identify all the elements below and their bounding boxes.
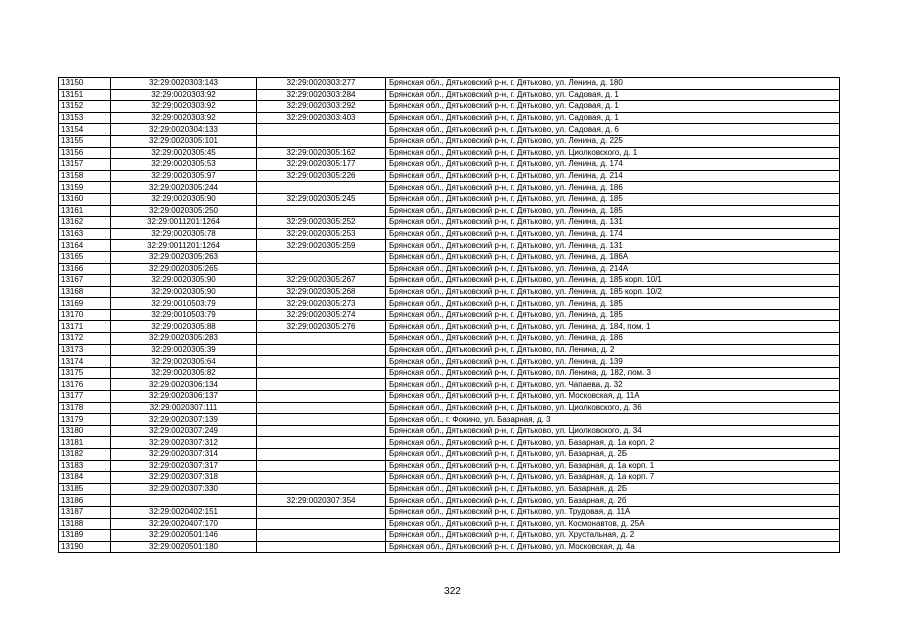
- object-cadastral-number-cell: [257, 391, 386, 403]
- row-number-cell: 13151: [59, 89, 111, 101]
- object-cadastral-number-cell: [257, 333, 386, 345]
- address-cell: Брянская обл., Дятьковский р-н, г. Дятьково, ул. Московская, д. 4а: [386, 541, 840, 553]
- object-cadastral-number-cell: 32:29:0020303:292: [257, 101, 386, 113]
- row-number-cell: 13171: [59, 321, 111, 333]
- cadastral-number-cell: 32:29:0020305:101: [111, 135, 257, 147]
- table-row: [59, 205, 840, 217]
- object-cadastral-number-cell: 32:29:0020303:277: [257, 78, 386, 90]
- address-cell: Брянская обл., Дятьковский р-н, г. Дятьково, ул. Ленина, д. 139: [386, 356, 840, 368]
- cadastral-number-cell: 32:29:0020305:88: [111, 321, 257, 333]
- cadastral-number-cell: 32:29:0020306:134: [111, 379, 257, 391]
- table-body: [59, 78, 840, 553]
- cadastral-number-cell: 32:29:0020307:249: [111, 425, 257, 437]
- address-cell: Брянская обл., Дятьковский р-н, г. Дятьково, ул. Ленина, д. 185: [386, 193, 840, 205]
- table-row: [59, 518, 840, 530]
- object-cadastral-number-cell: [257, 356, 386, 368]
- table-row: [59, 135, 840, 147]
- table-row: [59, 495, 840, 507]
- address-cell: Брянская обл., Дятьковский р-н, г. Дятьково, пл. Ленина, д. 182, пом. 3: [386, 367, 840, 379]
- row-number-cell: 13157: [59, 159, 111, 171]
- address-cell: Брянская обл., Дятьковский р-н, г. Дятьково, ул. Ленина, д. 174: [386, 228, 840, 240]
- table-row: [59, 414, 840, 426]
- row-number-cell: 13154: [59, 124, 111, 136]
- table-row: [59, 251, 840, 263]
- table-row: [59, 402, 840, 414]
- row-number-cell: 13187: [59, 506, 111, 518]
- row-number-cell: 13155: [59, 135, 111, 147]
- cadastral-number-cell: 32:29:0020305:90: [111, 193, 257, 205]
- cadastral-number-cell: 32:29:0020305:244: [111, 182, 257, 194]
- cadastral-number-cell: 32:29:0020307:317: [111, 460, 257, 472]
- address-cell: Брянская обл., Дятьковский р-н, г. Дятьково, ул. Ленина, д. 184, пом. 1: [386, 321, 840, 333]
- table-row: [59, 217, 840, 229]
- object-cadastral-number-cell: 32:29:0020305:268: [257, 286, 386, 298]
- object-cadastral-number-cell: [257, 402, 386, 414]
- cadastral-number-cell: 32:29:0020305:64: [111, 356, 257, 368]
- address-cell: Брянская обл., Дятьковский р-н, г. Дятьково, ул. Ленина, д. 185: [386, 298, 840, 310]
- object-cadastral-number-cell: [257, 205, 386, 217]
- object-cadastral-number-cell: [257, 414, 386, 426]
- cadastral-number-cell: 32:29:0020303:92: [111, 101, 257, 113]
- table-row: [59, 240, 840, 252]
- address-cell: Брянская обл., Дятьковский р-н, г. Дятьково, ул. Садовая, д. 1: [386, 101, 840, 113]
- address-cell: Брянская обл., Дятьковский р-н, г. Дятьково, ул. Ленина, д. 186А: [386, 251, 840, 263]
- object-cadastral-number-cell: [257, 379, 386, 391]
- row-number-cell: 13161: [59, 205, 111, 217]
- address-cell: Брянская обл., Дятьковский р-н, г. Дятьково, ул. Базарная, д. 2Б: [386, 449, 840, 461]
- address-cell: Брянская обл., Дятьковский р-н, г. Дятьково, ул. Ленина, д. 225: [386, 135, 840, 147]
- cadastral-number-cell: 32:29:0020305:39: [111, 344, 257, 356]
- object-cadastral-number-cell: 32:29:0020305:276: [257, 321, 386, 333]
- table-row: [59, 425, 840, 437]
- cadastral-number-cell: 32:29:0020305:45: [111, 147, 257, 159]
- row-number-cell: 13190: [59, 541, 111, 553]
- table-row: [59, 321, 840, 333]
- cadastral-number-cell: 32:29:0020407:170: [111, 518, 257, 530]
- object-cadastral-number-cell: 32:29:0020305:226: [257, 170, 386, 182]
- object-cadastral-number-cell: 32:29:0020305:245: [257, 193, 386, 205]
- row-number-cell: 13184: [59, 472, 111, 484]
- cadastral-number-cell: 32:29:0020307:330: [111, 483, 257, 495]
- cadastral-number-cell: 32:29:0020305:53: [111, 159, 257, 171]
- address-cell: Брянская обл., Дятьковский р-н, г. Дятьково, ул. Трудовая, д. 11А: [386, 506, 840, 518]
- table-row: [59, 472, 840, 484]
- object-cadastral-number-cell: 32:29:0020307:354: [257, 495, 386, 507]
- cadastral-number-cell: 32:29:0010503:79: [111, 309, 257, 321]
- table-row: [59, 159, 840, 171]
- row-number-cell: 13178: [59, 402, 111, 414]
- address-cell: Брянская обл., г. Фокино, ул. Базарная, д. 3: [386, 414, 840, 426]
- cadastral-number-cell: 32:29:0020501:146: [111, 530, 257, 542]
- table-row: [59, 530, 840, 542]
- object-cadastral-number-cell: 32:29:0020305:267: [257, 275, 386, 287]
- cadastral-number-cell: 32:29:0020305:283: [111, 333, 257, 345]
- table-row: [59, 460, 840, 472]
- object-cadastral-number-cell: [257, 263, 386, 275]
- address-cell: Брянская обл., Дятьковский р-н, г. Дятьково, ул. Ленина, д. 180: [386, 78, 840, 90]
- object-cadastral-number-cell: 32:29:0020305:274: [257, 309, 386, 321]
- row-number-cell: 13183: [59, 460, 111, 472]
- cadastral-number-cell: 32:29:0020305:82: [111, 367, 257, 379]
- row-number-cell: 13185: [59, 483, 111, 495]
- table-row: [59, 170, 840, 182]
- address-cell: Брянская обл., Дятьковский р-н, г. Дятьково, ул. Ленина, д. 185: [386, 309, 840, 321]
- table-row: [59, 78, 840, 90]
- row-number-cell: 13166: [59, 263, 111, 275]
- table-row: [59, 182, 840, 194]
- cadastral-number-cell: 32:29:0020303:143: [111, 78, 257, 90]
- cadastral-number-cell: 32:29:0020305:263: [111, 251, 257, 263]
- cadastral-number-cell: 32:29:0020306:137: [111, 391, 257, 403]
- row-number-cell: 13158: [59, 170, 111, 182]
- object-cadastral-number-cell: 32:29:0020305:252: [257, 217, 386, 229]
- object-cadastral-number-cell: 32:29:0020305:253: [257, 228, 386, 240]
- row-number-cell: 13174: [59, 356, 111, 368]
- address-cell: Брянская обл., Дятьковский р-н, г. Дятьково, ул. Ленина, д. 185 корп. 10/2: [386, 286, 840, 298]
- table-row: [59, 333, 840, 345]
- object-cadastral-number-cell: [257, 483, 386, 495]
- row-number-cell: 13169: [59, 298, 111, 310]
- cadastral-number-cell: 32:29:0020305:250: [111, 205, 257, 217]
- table-row: [59, 286, 840, 298]
- table-row: [59, 275, 840, 287]
- row-number-cell: 13164: [59, 240, 111, 252]
- object-cadastral-number-cell: [257, 251, 386, 263]
- table-row: [59, 112, 840, 124]
- row-number-cell: 13181: [59, 437, 111, 449]
- table-row: [59, 367, 840, 379]
- table-row: [59, 309, 840, 321]
- address-cell: Брянская обл., Дятьковский р-н, г. Дятьково, ул. Космонавтов, д. 25А: [386, 518, 840, 530]
- table-row: [59, 228, 840, 240]
- row-number-cell: 13163: [59, 228, 111, 240]
- cadastral-number-cell: 32:29:0020303:92: [111, 89, 257, 101]
- table-row: [59, 147, 840, 159]
- object-cadastral-number-cell: 32:29:0020303:284: [257, 89, 386, 101]
- table-row: [59, 483, 840, 495]
- cadastral-number-cell: 32:29:0020402:151: [111, 506, 257, 518]
- table-row: [59, 344, 840, 356]
- table-row: [59, 379, 840, 391]
- address-cell: Брянская обл., Дятьковский р-н, г. Дятьково, ул. Циолковского, д. 34: [386, 425, 840, 437]
- address-cell: Брянская обл., Дятьковский р-н, г. Дятьково, ул. Садовая, д. 1: [386, 89, 840, 101]
- cadastral-number-cell: 32:29:0020305:90: [111, 286, 257, 298]
- address-cell: Брянская обл., Дятьковский р-н, г. Дятьково, ул. Чапаева, д. 32: [386, 379, 840, 391]
- row-number-cell: 13186: [59, 495, 111, 507]
- object-cadastral-number-cell: [257, 518, 386, 530]
- table-row: [59, 449, 840, 461]
- object-cadastral-number-cell: 32:29:0020305:177: [257, 159, 386, 171]
- table-row: [59, 541, 840, 553]
- object-cadastral-number-cell: [257, 344, 386, 356]
- object-cadastral-number-cell: 32:29:0020303:403: [257, 112, 386, 124]
- row-number-cell: 13150: [59, 78, 111, 90]
- object-cadastral-number-cell: [257, 135, 386, 147]
- object-cadastral-number-cell: [257, 425, 386, 437]
- cadastral-number-cell: 32:29:0011201:1264: [111, 217, 257, 229]
- address-cell: Брянская обл., Дятьковский р-н, г. Дятьково, ул. Базарная, д. 1а корп. 7: [386, 472, 840, 484]
- object-cadastral-number-cell: 32:29:0020305:273: [257, 298, 386, 310]
- address-cell: Брянская обл., Дятьковский р-н, г. Дятьково, ул. Хрустальная, д. 2: [386, 530, 840, 542]
- table-row: [59, 193, 840, 205]
- row-number-cell: 13165: [59, 251, 111, 263]
- address-cell: Брянская обл., Дятьковский р-н, г. Дятьково, ул. Садовая, д. 1: [386, 112, 840, 124]
- address-cell: Брянская обл., Дятьковский р-н, г. Дятьково, ул. Ленина, д. 214А: [386, 263, 840, 275]
- object-cadastral-number-cell: [257, 472, 386, 484]
- address-cell: Брянская обл., Дятьковский р-н, г. Дятьково, ул. Циолковского, д. 36: [386, 402, 840, 414]
- cadastral-number-cell: [111, 495, 257, 507]
- row-number-cell: 13175: [59, 367, 111, 379]
- row-number-cell: 13189: [59, 530, 111, 542]
- row-number-cell: 13160: [59, 193, 111, 205]
- row-number-cell: 13176: [59, 379, 111, 391]
- address-cell: Брянская обл., Дятьковский р-н, г. Дятьково, ул. Базарная, д. 2Б: [386, 483, 840, 495]
- cadastral-number-cell: 32:29:0020305:97: [111, 170, 257, 182]
- cadastral-number-cell: 32:29:0020307:139: [111, 414, 257, 426]
- cadastral-table: [58, 77, 840, 553]
- row-number-cell: 13173: [59, 344, 111, 356]
- object-cadastral-number-cell: [257, 182, 386, 194]
- table-row: [59, 89, 840, 101]
- cadastral-number-cell: 32:29:0020307:318: [111, 472, 257, 484]
- row-number-cell: 13167: [59, 275, 111, 287]
- address-cell: Брянская обл., Дятьковский р-н, г. Дятьково, ул. Садовая, д. 6: [386, 124, 840, 136]
- address-cell: Брянская обл., Дятьковский р-н, г. Дятьково, ул. Ленина, д. 131: [386, 240, 840, 252]
- cadastral-number-cell: 32:29:0020307:312: [111, 437, 257, 449]
- table-row: [59, 356, 840, 368]
- object-cadastral-number-cell: [257, 124, 386, 136]
- address-cell: Брянская обл., Дятьковский р-н, г. Дятьково, ул. Ленина, д. 131: [386, 217, 840, 229]
- cadastral-number-cell: 32:29:0020307:314: [111, 449, 257, 461]
- address-cell: Брянская обл., Дятьковский р-н, г. Дятьково, ул. Ленина, д. 186: [386, 182, 840, 194]
- address-cell: Брянская обл., Дятьковский р-н, г. Дятьково, ул. Базарная, д. 1а корп. 2: [386, 437, 840, 449]
- row-number-cell: 13179: [59, 414, 111, 426]
- address-cell: Брянская обл., Дятьковский р-н, г. Дятьково, пл. Ленина, д. 2: [386, 344, 840, 356]
- row-number-cell: 13162: [59, 217, 111, 229]
- address-cell: Брянская обл., Дятьковский р-н, г. Дятьково, ул. Циолковского, д. 1: [386, 147, 840, 159]
- row-number-cell: 13170: [59, 309, 111, 321]
- table-row: [59, 124, 840, 136]
- row-number-cell: 13159: [59, 182, 111, 194]
- object-cadastral-number-cell: [257, 530, 386, 542]
- object-cadastral-number-cell: [257, 541, 386, 553]
- row-number-cell: 13177: [59, 391, 111, 403]
- cadastral-number-cell: 32:29:0020305:265: [111, 263, 257, 275]
- row-number-cell: 13188: [59, 518, 111, 530]
- row-number-cell: 13168: [59, 286, 111, 298]
- table-row: [59, 263, 840, 275]
- page-number: 322: [444, 586, 461, 597]
- row-number-cell: 13180: [59, 425, 111, 437]
- address-cell: Брянская обл., Дятьковский р-н, г. Дятьково, ул. Базарная, д. 2б: [386, 495, 840, 507]
- table-row: [59, 391, 840, 403]
- object-cadastral-number-cell: [257, 506, 386, 518]
- row-number-cell: 13172: [59, 333, 111, 345]
- row-number-cell: 13182: [59, 449, 111, 461]
- table-row: [59, 298, 840, 310]
- table-row: [59, 101, 840, 113]
- object-cadastral-number-cell: [257, 449, 386, 461]
- cadastral-number-cell: 32:29:0020305:78: [111, 228, 257, 240]
- cadastral-number-cell: 32:29:0020303:92: [111, 112, 257, 124]
- row-number-cell: 13152: [59, 101, 111, 113]
- object-cadastral-number-cell: [257, 460, 386, 472]
- address-cell: Брянская обл., Дятьковский р-н, г. Дятьково, ул. Ленина, д. 185 корп. 10/1: [386, 275, 840, 287]
- cadastral-number-cell: 32:29:0010503:79: [111, 298, 257, 310]
- table-row: [59, 506, 840, 518]
- object-cadastral-number-cell: [257, 437, 386, 449]
- row-number-cell: 13156: [59, 147, 111, 159]
- cadastral-number-cell: 32:29:0011201:1264: [111, 240, 257, 252]
- object-cadastral-number-cell: [257, 367, 386, 379]
- address-cell: Брянская обл., Дятьковский р-н, г. Дятьково, ул. Ленина, д. 185: [386, 205, 840, 217]
- object-cadastral-number-cell: 32:29:0020305:162: [257, 147, 386, 159]
- table-row: [59, 437, 840, 449]
- address-cell: Брянская обл., Дятьковский р-н, г. Дятьково, ул. Московская, д. 11А: [386, 391, 840, 403]
- object-cadastral-number-cell: 32:29:0020305:259: [257, 240, 386, 252]
- address-cell: Брянская обл., Дятьковский р-н, г. Дятьково, ул. Ленина, д. 174: [386, 159, 840, 171]
- cadastral-number-cell: 32:29:0020304:133: [111, 124, 257, 136]
- cadastral-number-cell: 32:29:0020305:90: [111, 275, 257, 287]
- row-number-cell: 13153: [59, 112, 111, 124]
- cadastral-number-cell: 32:29:0020307:111: [111, 402, 257, 414]
- address-cell: Брянская обл., Дятьковский р-н, г. Дятьково, ул. Ленина, д. 214: [386, 170, 840, 182]
- cadastral-number-cell: 32:29:0020501:180: [111, 541, 257, 553]
- address-cell: Брянская обл., Дятьковский р-н, г. Дятьково, ул. Ленина, д. 186: [386, 333, 840, 345]
- address-cell: Брянская обл., Дятьковский р-н, г. Дятьково, ул. Базарная, д. 1а корп. 1: [386, 460, 840, 472]
